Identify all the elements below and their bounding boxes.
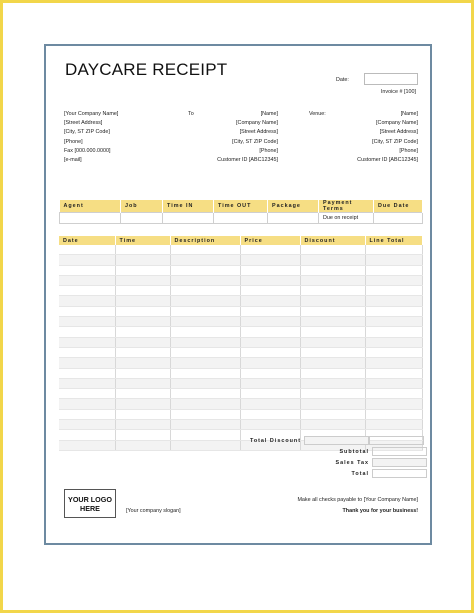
venue-line: [Phone] <box>399 147 418 154</box>
job-cell[interactable] <box>121 213 163 224</box>
line-total-cell[interactable] <box>365 245 422 255</box>
receipt-sheet <box>44 44 432 545</box>
table-row <box>59 327 422 337</box>
table-row <box>59 378 422 388</box>
job-table-row <box>60 213 423 224</box>
sender-line: Fax [000.000.0000] <box>64 147 111 154</box>
venue-label: Venue: <box>309 111 326 117</box>
date-cell[interactable] <box>59 286 115 296</box>
total-row <box>244 469 427 478</box>
venue-line: [City, ST ZIP Code] <box>372 138 418 145</box>
venue-block <box>346 110 418 165</box>
description-cell[interactable] <box>170 389 240 399</box>
time-out-cell[interactable] <box>214 213 268 224</box>
time-cell[interactable] <box>115 430 170 440</box>
description-cell[interactable] <box>170 378 240 388</box>
date-cell[interactable] <box>59 275 115 285</box>
price-cell[interactable] <box>240 317 300 327</box>
description-cell[interactable] <box>170 306 240 316</box>
total-discount-line-total[interactable] <box>369 436 424 445</box>
sales-tax-row <box>244 458 427 467</box>
to-line: Customer ID [ABC12345] <box>217 156 278 163</box>
table-row <box>59 368 422 378</box>
logo-line: HERE <box>80 503 100 513</box>
description-cell[interactable] <box>170 275 240 285</box>
date-cell[interactable] <box>59 317 115 327</box>
table-row <box>59 265 422 275</box>
header-time-out: Time OUT <box>214 200 268 213</box>
header-job: Job <box>121 200 163 213</box>
time-cell[interactable] <box>115 265 170 275</box>
time-cell[interactable] <box>115 296 170 306</box>
checks-payable-note: Make all checks payable to [Your Company Name] <box>297 497 418 503</box>
date-cell[interactable] <box>59 378 115 388</box>
line-total-cell[interactable] <box>365 389 422 399</box>
to-line: [Name] <box>260 111 278 117</box>
sender-line: [e-mail] <box>64 156 82 163</box>
to-line: [Phone] <box>259 147 278 154</box>
time-cell[interactable] <box>115 378 170 388</box>
table-row <box>59 245 422 255</box>
time-cell[interactable] <box>115 306 170 316</box>
invoice-number: Invoice # [100] <box>380 89 416 95</box>
date-cell[interactable] <box>59 368 115 378</box>
header-time: Time <box>115 236 170 245</box>
total-label: Total <box>351 470 369 477</box>
table-row <box>59 296 422 306</box>
line-total-cell[interactable] <box>365 286 422 296</box>
header-agent: Agent <box>60 200 121 213</box>
discount-cell[interactable] <box>300 255 365 265</box>
venue-line: Customer ID [ABC12345] <box>357 156 418 163</box>
discount-cell[interactable] <box>300 389 365 399</box>
discount-cell[interactable] <box>300 317 365 327</box>
line-total-cell[interactable] <box>365 409 422 419</box>
price-cell[interactable] <box>240 368 300 378</box>
subtotal-field[interactable] <box>372 447 427 456</box>
items-table-body <box>59 245 422 450</box>
total-discount-label: Total Discount <box>249 437 301 444</box>
header-package: Package <box>268 200 319 213</box>
price-cell[interactable] <box>240 265 300 275</box>
agent-cell[interactable] <box>60 213 121 224</box>
document-title: DAYCARE RECEIPT <box>65 60 228 79</box>
discount-cell[interactable] <box>300 368 365 378</box>
package-cell[interactable] <box>268 213 319 224</box>
line-total-cell[interactable] <box>365 368 422 378</box>
to-label: To <box>188 111 194 117</box>
due-date-cell[interactable] <box>374 213 423 224</box>
time-cell[interactable] <box>115 440 170 450</box>
price-cell[interactable] <box>240 306 300 316</box>
description-cell[interactable] <box>170 286 240 296</box>
line-total-cell[interactable] <box>365 275 422 285</box>
table-row <box>59 399 422 409</box>
items-table-header <box>59 236 422 245</box>
to-line: [Street Address] <box>239 129 278 136</box>
header-due-date: Due Date <box>374 200 423 213</box>
venue-line: [Name] <box>400 111 418 117</box>
discount-cell[interactable] <box>300 378 365 388</box>
time-cell[interactable] <box>115 420 170 430</box>
price-cell[interactable] <box>240 255 300 265</box>
header-price: Price <box>240 236 300 245</box>
thank-you-note: Thank you for your business! <box>342 508 418 514</box>
table-row <box>59 275 422 285</box>
date-cell[interactable] <box>59 327 115 337</box>
time-cell[interactable] <box>115 275 170 285</box>
description-cell[interactable] <box>170 409 240 419</box>
job-table-header <box>60 200 423 213</box>
to-line: [City, ST ZIP Code] <box>232 138 278 145</box>
time-cell[interactable] <box>115 337 170 347</box>
description-cell[interactable] <box>170 327 240 337</box>
logo-placeholder <box>64 489 116 518</box>
date-cell[interactable] <box>59 296 115 306</box>
time-cell[interactable] <box>115 358 170 368</box>
time-in-cell[interactable] <box>163 213 214 224</box>
table-row <box>59 255 422 265</box>
line-total-cell[interactable] <box>365 306 422 316</box>
discount-cell[interactable] <box>300 245 365 255</box>
discount-cell[interactable] <box>300 327 365 337</box>
subtotal-label: Subtotal <box>339 448 369 455</box>
table-row <box>59 306 422 316</box>
venue-line: [Company Name] <box>376 120 418 127</box>
table-row <box>59 409 422 419</box>
discount-cell[interactable] <box>300 409 365 419</box>
table-row <box>59 389 422 399</box>
price-cell[interactable] <box>240 409 300 419</box>
sender-block <box>64 110 118 165</box>
description-cell[interactable] <box>170 347 240 357</box>
price-cell[interactable] <box>240 399 300 409</box>
date-cell[interactable] <box>59 409 115 419</box>
description-cell[interactable] <box>170 430 240 440</box>
time-cell[interactable] <box>115 409 170 419</box>
total-discount-row <box>244 436 424 445</box>
total-discount-field[interactable] <box>304 436 369 445</box>
date-cell[interactable] <box>59 265 115 275</box>
date-field[interactable] <box>364 73 418 85</box>
line-total-cell[interactable] <box>365 358 422 368</box>
date-cell[interactable] <box>59 430 115 440</box>
description-cell[interactable] <box>170 317 240 327</box>
line-total-cell[interactable] <box>365 399 422 409</box>
header-time-in: Time IN <box>163 200 214 213</box>
time-cell[interactable] <box>115 399 170 409</box>
description-cell[interactable] <box>170 368 240 378</box>
date-cell[interactable] <box>59 389 115 399</box>
table-row <box>59 317 422 327</box>
time-cell[interactable] <box>115 245 170 255</box>
line-total-cell[interactable] <box>365 317 422 327</box>
description-cell[interactable] <box>170 265 240 275</box>
discount-cell[interactable] <box>300 275 365 285</box>
date-cell[interactable] <box>59 337 115 347</box>
sender-line: [City, ST ZIP Code] <box>64 129 110 136</box>
price-cell[interactable] <box>240 389 300 399</box>
price-cell[interactable] <box>240 358 300 368</box>
description-cell[interactable] <box>170 420 240 430</box>
discount-cell[interactable] <box>300 296 365 306</box>
description-cell[interactable] <box>170 399 240 409</box>
description-cell[interactable] <box>170 358 240 368</box>
line-total-cell[interactable] <box>365 255 422 265</box>
date-cell[interactable] <box>59 255 115 265</box>
discount-cell[interactable] <box>300 420 365 430</box>
header-line-total: Line Total <box>365 236 422 245</box>
table-row <box>59 337 422 347</box>
job-table <box>59 200 423 224</box>
company-slogan: [Your company slogan] <box>126 508 181 514</box>
discount-cell[interactable] <box>300 265 365 275</box>
header-payment-terms: Payment Terms <box>319 200 374 213</box>
price-cell[interactable] <box>240 245 300 255</box>
sender-line: [Phone] <box>64 138 83 145</box>
sales-tax-field[interactable] <box>372 458 427 467</box>
date-label: Date: <box>336 77 349 83</box>
date-cell[interactable] <box>59 245 115 255</box>
line-total-cell[interactable] <box>365 347 422 357</box>
time-cell[interactable] <box>115 317 170 327</box>
header-description: Description <box>170 236 240 245</box>
time-cell[interactable] <box>115 389 170 399</box>
price-cell[interactable] <box>240 286 300 296</box>
to-block <box>206 110 278 165</box>
discount-cell[interactable] <box>300 347 365 357</box>
date-cell[interactable] <box>59 399 115 409</box>
price-cell[interactable] <box>240 420 300 430</box>
price-cell[interactable] <box>240 327 300 337</box>
date-cell[interactable] <box>59 358 115 368</box>
header-date: Date <box>59 236 115 245</box>
date-cell[interactable] <box>59 306 115 316</box>
payment-terms-cell[interactable]: Due on receipt <box>319 213 374 224</box>
time-cell[interactable] <box>115 286 170 296</box>
sender-line: [Street Address] <box>64 120 103 127</box>
sender-line: [Your Company Name] <box>64 111 119 117</box>
discount-cell[interactable] <box>300 399 365 409</box>
description-cell[interactable] <box>170 296 240 306</box>
price-cell[interactable] <box>240 347 300 357</box>
description-cell[interactable] <box>170 255 240 265</box>
description-cell[interactable] <box>170 337 240 347</box>
time-cell[interactable] <box>115 368 170 378</box>
date-cell[interactable] <box>59 440 115 450</box>
time-cell[interactable] <box>115 347 170 357</box>
time-cell[interactable] <box>115 255 170 265</box>
venue-line: [Street Address] <box>379 129 418 136</box>
table-row <box>59 286 422 296</box>
description-cell[interactable] <box>170 440 240 450</box>
discount-cell[interactable] <box>300 358 365 368</box>
line-total-cell[interactable] <box>365 337 422 347</box>
to-line: [Company Name] <box>236 120 278 127</box>
line-total-cell[interactable] <box>365 265 422 275</box>
line-total-cell[interactable] <box>365 378 422 388</box>
items-table <box>59 236 423 451</box>
sales-tax-label: Sales Tax <box>335 459 369 466</box>
price-cell[interactable] <box>240 296 300 306</box>
line-total-cell[interactable] <box>365 327 422 337</box>
price-cell[interactable] <box>240 275 300 285</box>
line-total-cell[interactable] <box>365 296 422 306</box>
date-cell[interactable] <box>59 420 115 430</box>
price-cell[interactable] <box>240 337 300 347</box>
subtotal-row <box>244 447 427 456</box>
discount-cell[interactable] <box>300 337 365 347</box>
table-row <box>59 347 422 357</box>
description-cell[interactable] <box>170 245 240 255</box>
header-discount: Discount <box>300 236 365 245</box>
line-total-cell[interactable] <box>365 420 422 430</box>
table-row <box>59 358 422 368</box>
date-cell[interactable] <box>59 347 115 357</box>
discount-cell[interactable] <box>300 306 365 316</box>
total-field[interactable] <box>372 469 427 478</box>
table-row <box>59 420 422 430</box>
price-cell[interactable] <box>240 378 300 388</box>
discount-cell[interactable] <box>300 286 365 296</box>
logo-line: YOUR LOGO <box>68 494 112 504</box>
time-cell[interactable] <box>115 327 170 337</box>
